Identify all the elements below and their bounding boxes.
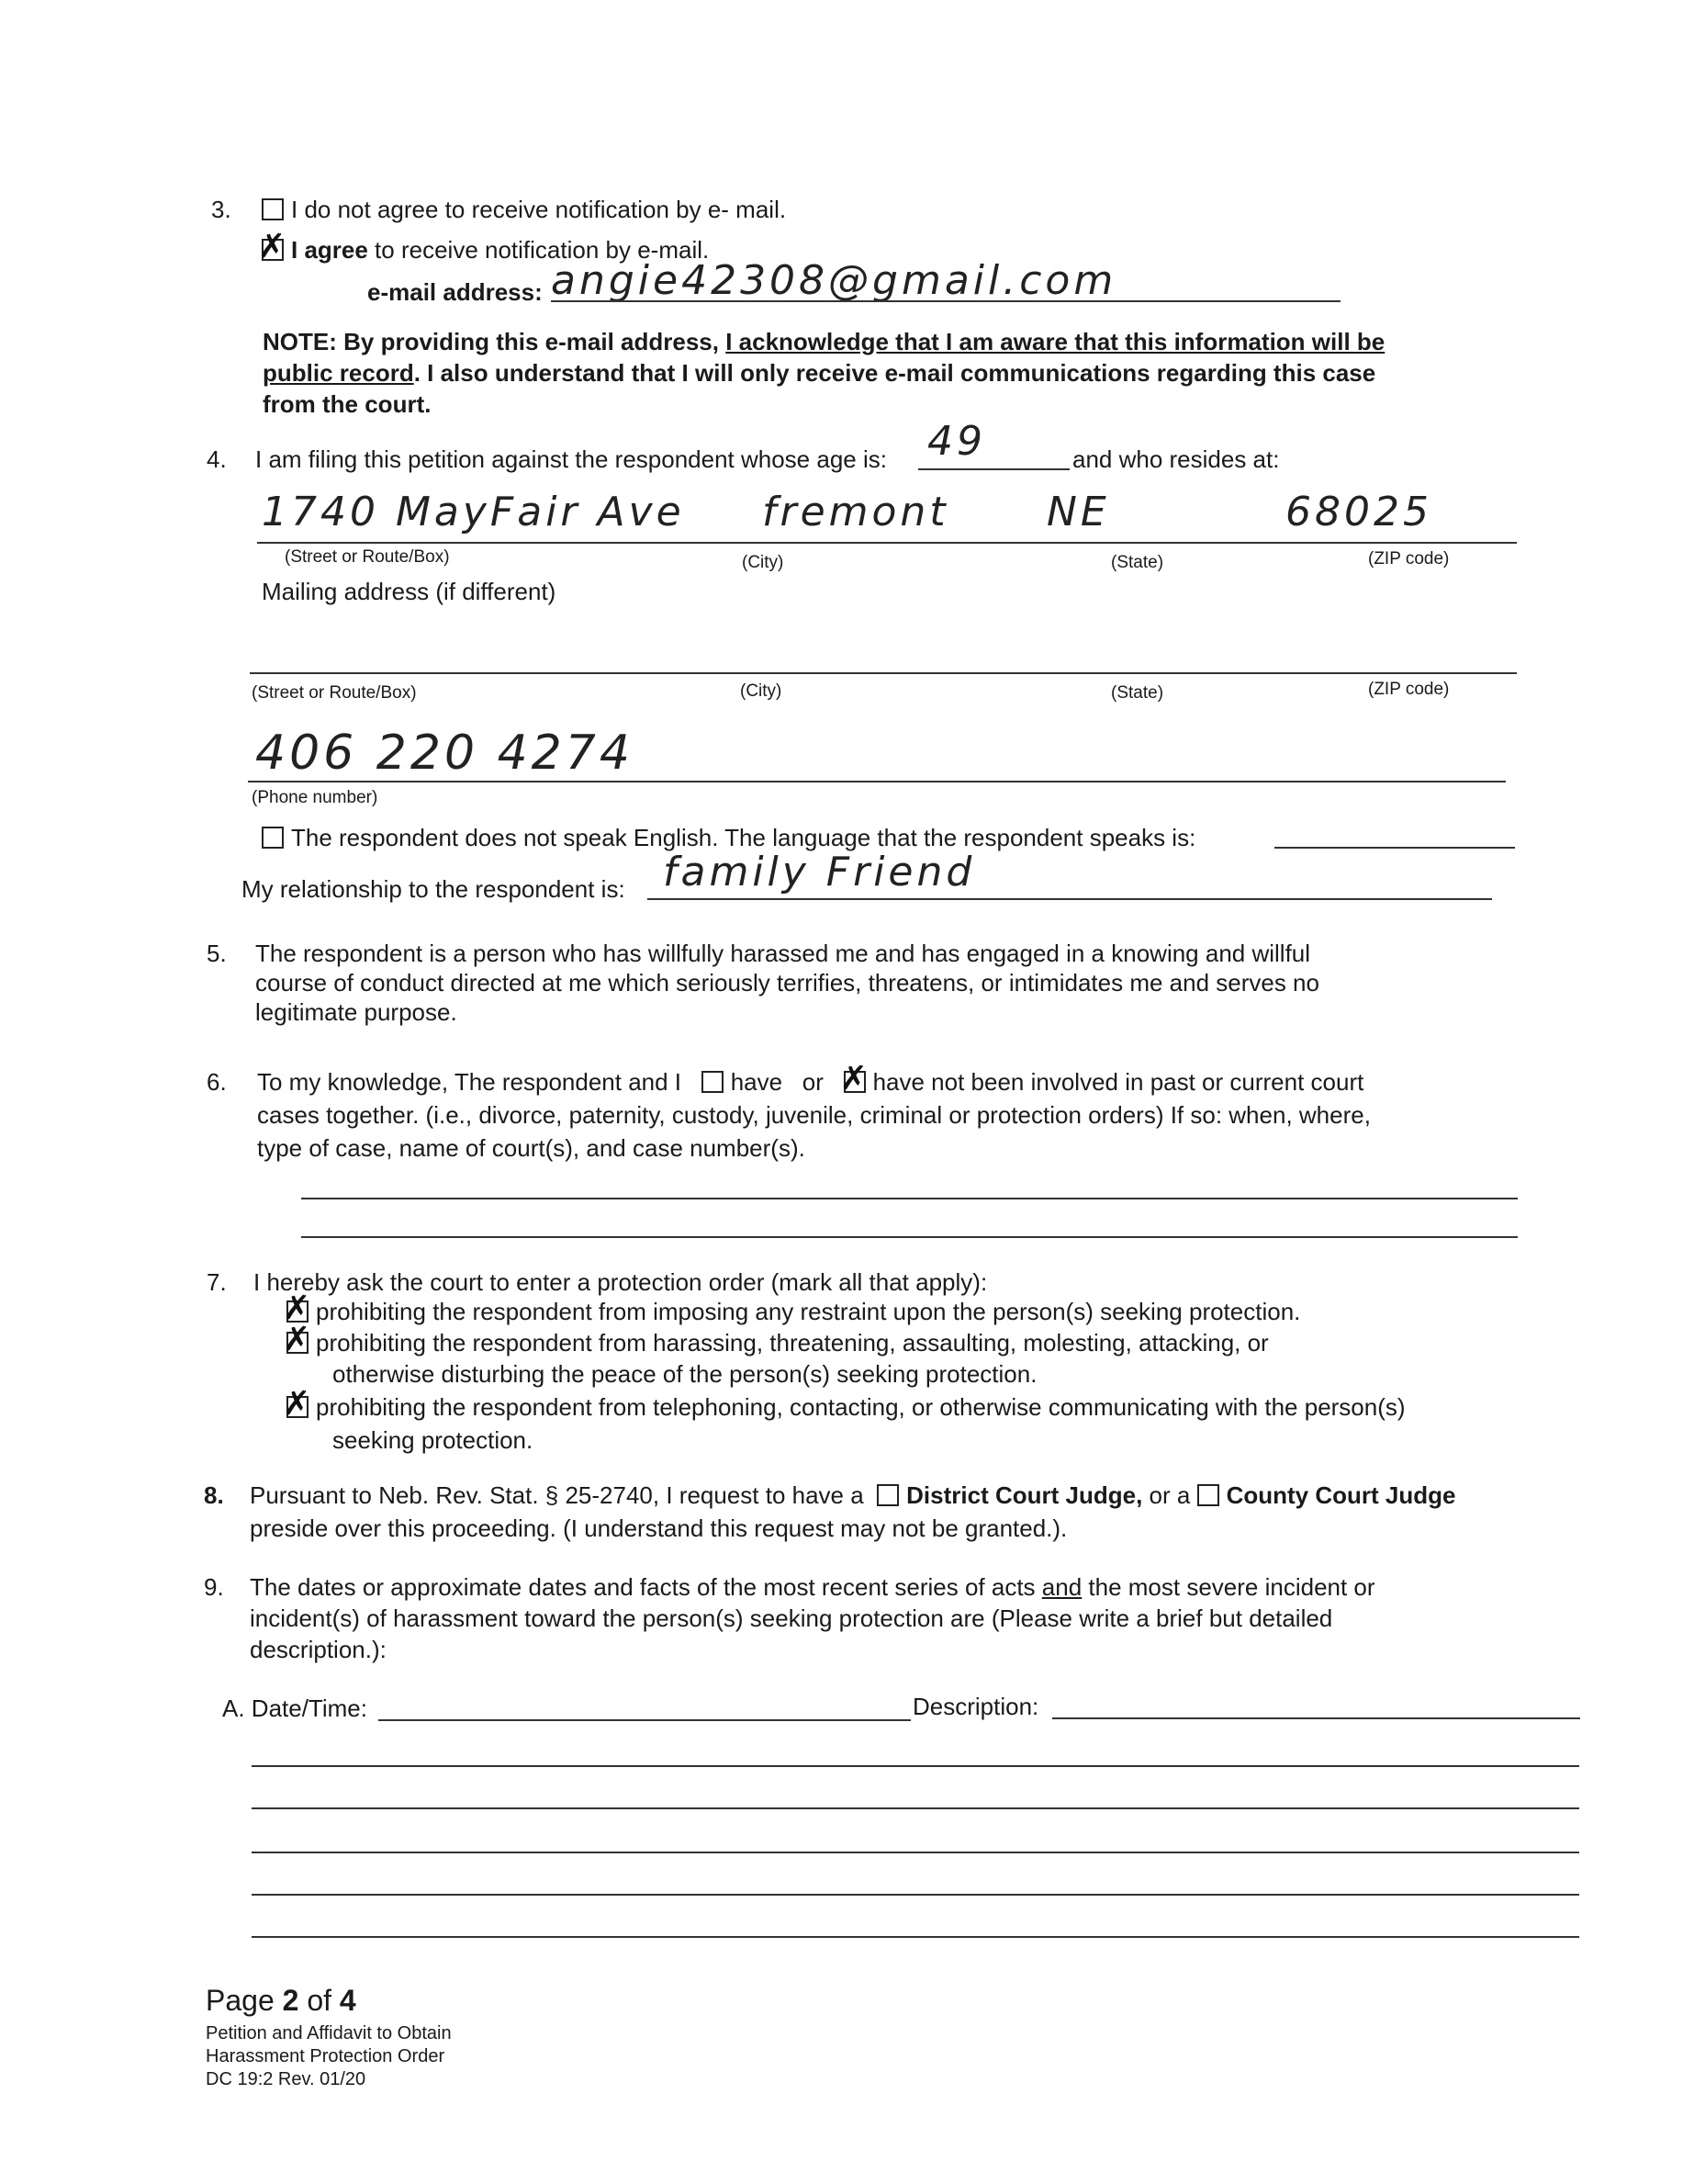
item5-line-2: course of conduct directed at me which seriously terrifies, threatens, or intimidates me and serves no (255, 969, 1319, 996)
lbl-state2: (State) (1111, 683, 1164, 703)
note-line-3: from the court. (263, 390, 432, 418)
item8-number: 8. (204, 1481, 224, 1509)
mailing-line (250, 672, 1517, 674)
item9-line-1: The dates or approximate dates and facts of the most recent series of acts and the most severe incident or (250, 1573, 1375, 1601)
language-line (1274, 847, 1515, 849)
item6-line-3: type of case, name of court(s), and case number(s). (257, 1134, 805, 1162)
address-city[interactable]: fremont (762, 489, 949, 535)
note-line-1: NOTE: By providing this e-mail address, I acknowledge that I am aware that this information will be (263, 328, 1385, 355)
lbl-city2: (City) (740, 681, 782, 701)
no-email-checkbox[interactable] (262, 198, 284, 220)
item7-number: 7. (207, 1268, 227, 1296)
item8-line-1: Pursuant to Neb. Rev. Stat. § 25-2740, I request to have a District Court Judge, or a County Court Judge (250, 1481, 1456, 1509)
opt-yes-email: ✗I agree to receive notification by e-mail. (262, 235, 709, 265)
item7-option-3: ✗prohibiting the respondent from telephoning, contacting, or otherwise communicating with the person(s) (286, 1392, 1406, 1422)
address-line (257, 542, 1517, 544)
age-suffix: and who resides at: (1072, 445, 1280, 473)
address-street[interactable]: 1740 MayFair Ave (262, 489, 685, 535)
address-state[interactable]: NE (1047, 489, 1110, 535)
item7-option-1: ✗prohibiting the respondent from imposing any restraint upon the person(s) seeking protection. (286, 1297, 1300, 1326)
lbl-phone: (Phone number) (252, 788, 378, 807)
item9-line-3: description.): (250, 1636, 387, 1663)
county-judge-checkbox[interactable] (1197, 1484, 1219, 1506)
page-number: Page 2 of 4 (206, 1984, 356, 2017)
email-underline (551, 300, 1341, 302)
item5-line-1: The respondent is a person who has willfully harassed me and has engaged in a knowing and willful (255, 940, 1311, 967)
lbl-zip: (ZIP code) (1368, 549, 1450, 569)
item6-answer-line-1[interactable] (301, 1198, 1518, 1199)
item5-number: 5. (207, 940, 227, 967)
no-english-checkbox[interactable] (262, 827, 284, 849)
item6-number: 6. (207, 1068, 227, 1096)
mailing-label: Mailing address (if different) (262, 578, 556, 605)
desc-extra-line-3[interactable] (252, 1852, 1579, 1853)
item6-answer-line-2[interactable] (301, 1236, 1518, 1238)
district-judge-checkbox[interactable] (877, 1484, 899, 1506)
email-value[interactable]: angie42308@gmail.com (551, 257, 1117, 304)
phone-line (248, 781, 1506, 782)
description-label: Description: (913, 1693, 1039, 1720)
lbl-city: (City) (742, 553, 784, 572)
address-zip[interactable]: 68025 (1285, 489, 1432, 535)
have-checkbox[interactable] (701, 1071, 724, 1093)
phone-value[interactable]: 406 220 4274 (255, 726, 634, 781)
desc-extra-line-5[interactable] (252, 1936, 1579, 1938)
item7-option-2: ✗prohibiting the respondent from harassing, threatening, assaulting, molesting, attacking, or (286, 1328, 1269, 1357)
language-row: The respondent does not speak English. The language that the respondent speaks is: (262, 823, 1195, 852)
date-time-label: A. Date/Time: (222, 1694, 367, 1722)
lbl-street2: (Street or Route/Box) (252, 683, 417, 703)
date-time-line[interactable] (378, 1719, 911, 1721)
item8-line-2: preside over this proceeding. (I understand this request may not be granted.). (250, 1514, 1068, 1542)
email-label: e-mail address: (367, 278, 543, 306)
desc-extra-line-1[interactable] (252, 1765, 1579, 1767)
item5-line-3: legitimate purpose. (255, 998, 457, 1026)
lbl-zip2: (ZIP code) (1368, 680, 1450, 699)
lbl-street: (Street or Route/Box) (285, 547, 450, 567)
desc-extra-line-2[interactable] (252, 1807, 1579, 1809)
footer-title-1: Petition and Affidavit to Obtain (206, 2023, 452, 2043)
item3-number: 3. (211, 196, 231, 223)
item9-number: 9. (204, 1573, 224, 1601)
relationship-value[interactable]: family Friend (663, 849, 976, 895)
item7-option-3b: seeking protection. (332, 1426, 533, 1454)
relationship-line (647, 898, 1492, 900)
harassing-checkbox[interactable] (286, 1332, 309, 1354)
age-value[interactable]: 49 (927, 418, 986, 465)
item4-number: 4. (207, 445, 227, 473)
description-line[interactable] (1052, 1717, 1580, 1719)
have-not-checkbox[interactable] (844, 1071, 866, 1093)
age-prefix: I am filing this petition against the respondent whose age is: (255, 445, 887, 473)
yes-email-checkbox[interactable] (262, 239, 284, 261)
lbl-state: (State) (1111, 553, 1164, 572)
footer-form-id: DC 19:2 Rev. 01/20 (206, 2069, 366, 2089)
item6-line-2: cases together. (i.e., divorce, paternity, custody, juvenile, criminal or protection orders) If so: when, where, (257, 1101, 1371, 1129)
item7-option-2b: otherwise disturbing the peace of the person(s) seeking protection. (332, 1360, 1038, 1388)
note-line-2: public record. I also understand that I will only receive e-mail communications regarding this case (263, 359, 1376, 387)
relationship-label: My relationship to the respondent is: (241, 875, 625, 903)
age-underline (918, 468, 1070, 470)
desc-extra-line-4[interactable] (252, 1894, 1579, 1896)
opt-no-email: I do not agree to receive notification by e- mail. (262, 195, 786, 224)
item9-line-2: incident(s) of harassment toward the person(s) seeking protection are (Please write a brief but detailed (250, 1604, 1333, 1632)
item7-intro: I hereby ask the court to enter a protection order (mark all that apply): (253, 1268, 988, 1296)
footer-title-2: Harassment Protection Order (206, 2046, 445, 2066)
item6-line-1: To my knowledge, The respondent and I have or ✗ have not been involved in past or current court (257, 1067, 1363, 1097)
contacting-checkbox[interactable] (286, 1396, 309, 1418)
